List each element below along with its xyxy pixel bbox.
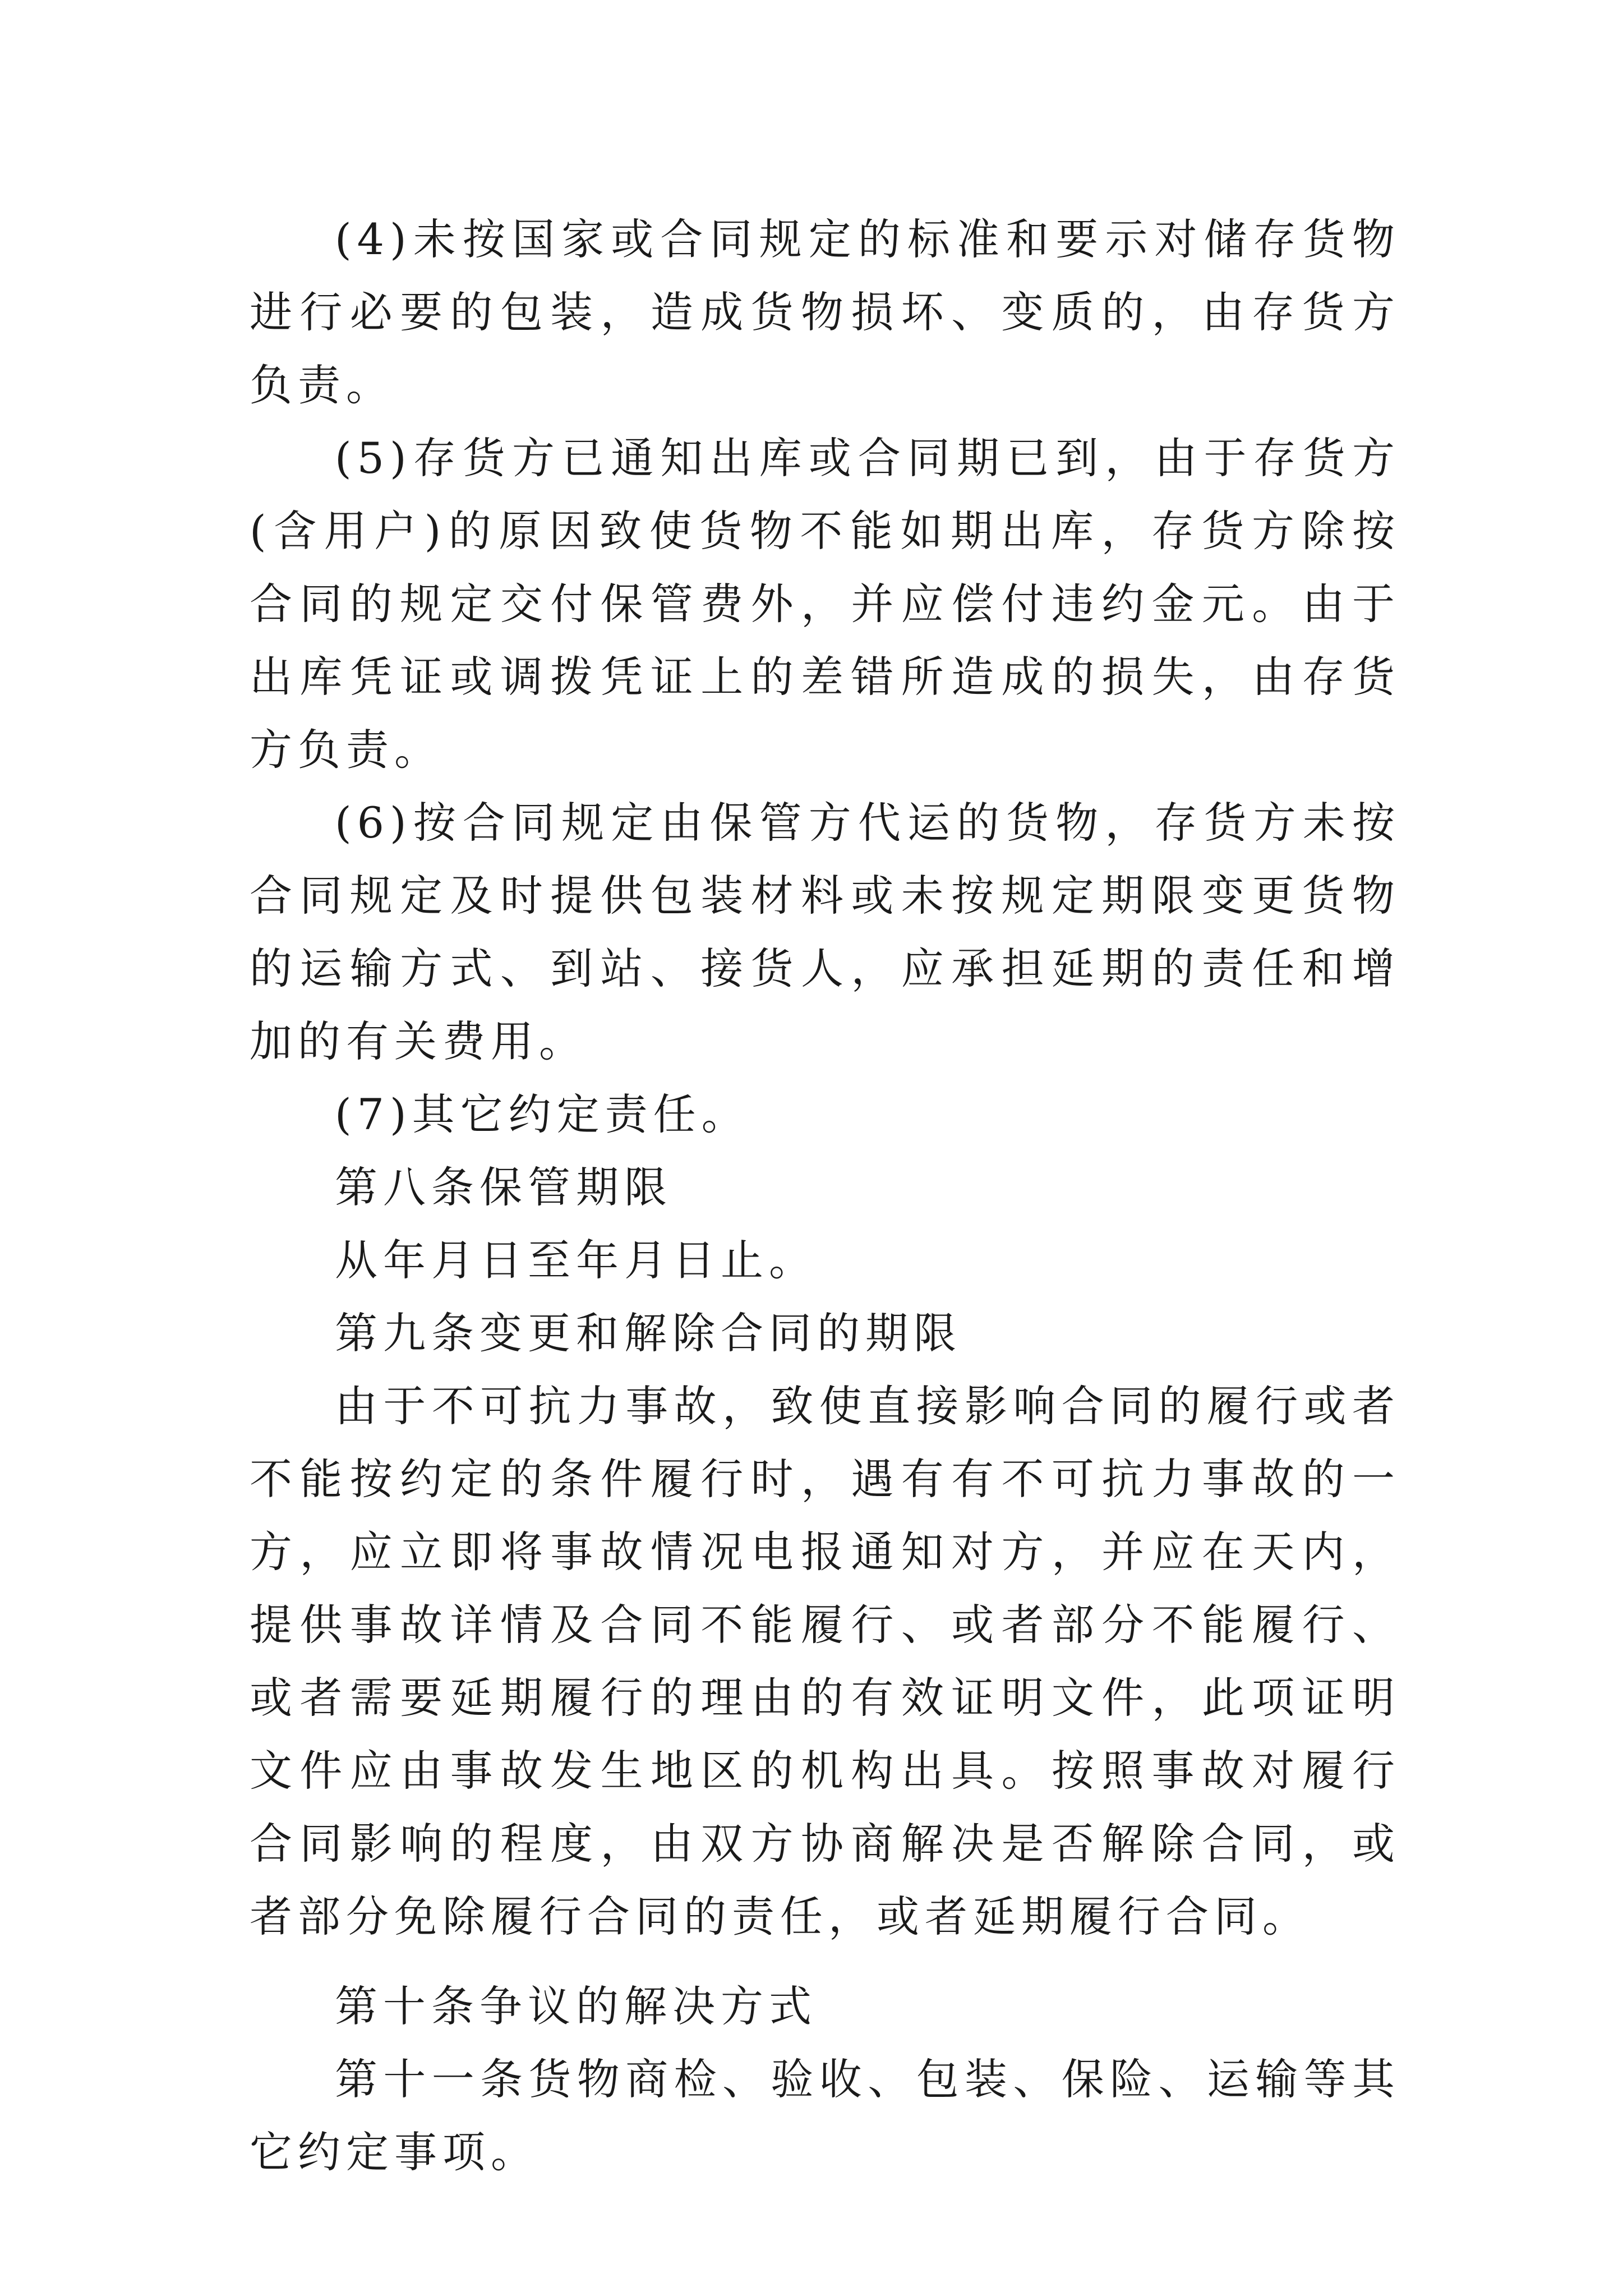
paragraph-item-4: (4)未按国家或合同规定的标准和要示对储存货物进行必要的包装，造成货物损坏、变质的，由存货方负责。 [250,214,1400,410]
article-11-heading: 第十一条货物商检、验收、包装、保险、运输等其它约定事项。 [250,2054,1400,2177]
article-9-body: 由于不可抗力事故，致使直接影响合同的履行或者不能按约定的条件履行时，遇有有不可抗力事故的一方，应立即将事故情况电报通知对方，并应在天内，提供事故详情及合同不能履行、或者部分不能履行、或者需要延期履行的理由的有效证明文件，此项证明文件应由事故发生地区的机构出具。按照事故对履行合同影响的程度，由双方协商解决是否解除合同，或者部分免除履行合同的责任，或者延期履行合同。 [250,1381,1400,1941]
paragraph-item-6: (6)按合同规定由保管方代运的货物，存货方未按合同规定及时提供包装材料或未按规定期限变更货物的运输方式、到站、接货人，应承担延期的责任和增加的有关费用。 [250,798,1400,1066]
document-body [250,203,1400,2189]
article-8-heading: 第八条保管期限 [335,1162,672,1212]
paragraph-item-7: (7)其它约定责任。 [335,1089,750,1139]
article-10-heading: 第十条争议的解决方式 [335,1981,817,2031]
article-9-heading: 第九条变更和解除合同的期限 [335,1308,962,1358]
paragraph-item-5: (5)存货方已通知出库或合同期已到，由于存货方(含用户)的原因致使货物不能如期出库，存货方除按合同的规定交付保管费外，并应偿付违约金元。由于出库凭证或调拨凭证上的差错所造成的损失，由存货方负责。 [250,433,1400,775]
article-8-body: 从年月日至年月日止。 [335,1235,817,1285]
